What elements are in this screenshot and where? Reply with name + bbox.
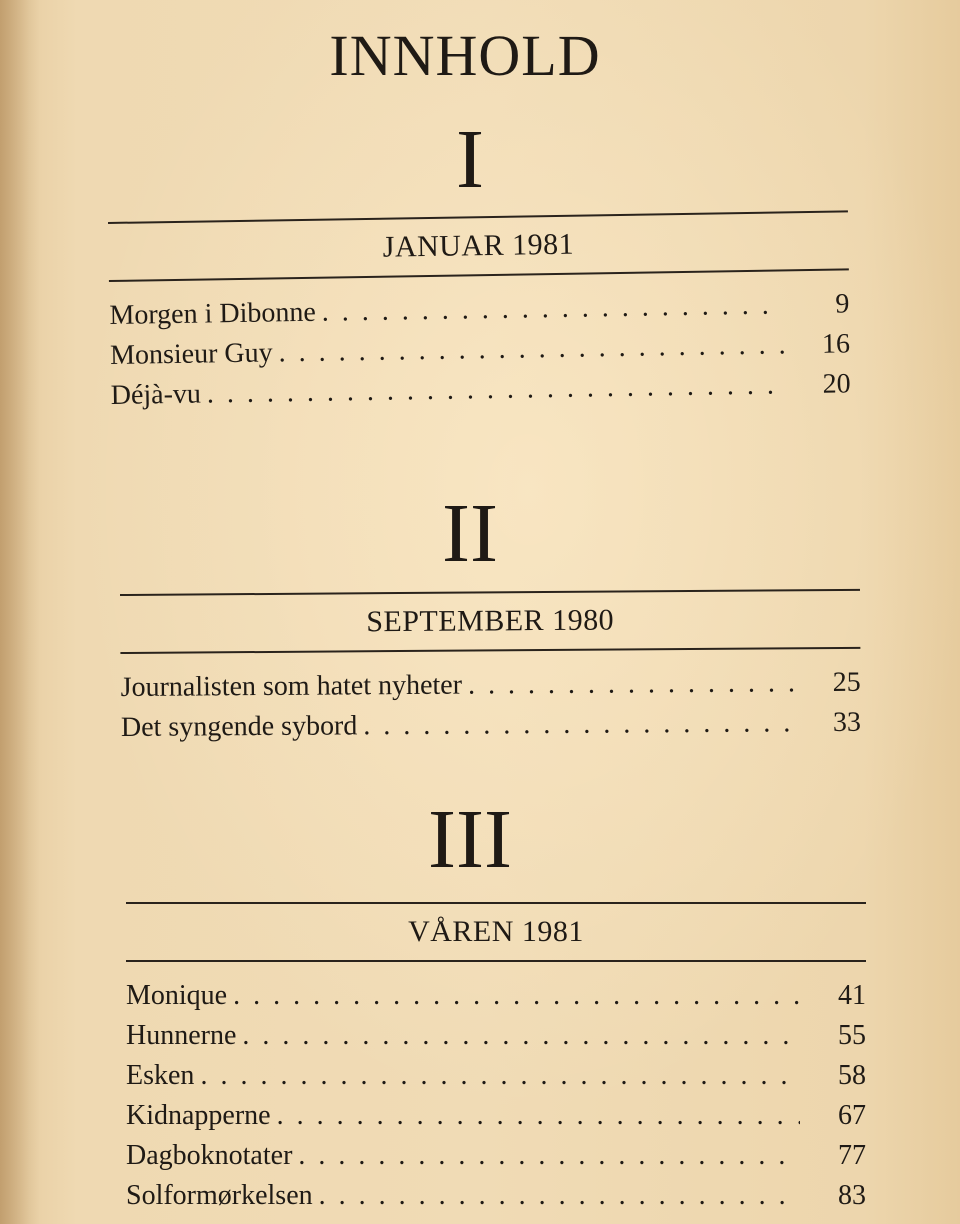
part-numeral-3: III (428, 793, 512, 886)
dot-leader (319, 1176, 800, 1216)
toc-entry-page: 25 (832, 666, 861, 699)
toc-list (109, 284, 851, 416)
dot-leader (363, 703, 795, 746)
toc-entry-title: Monsieur Guy (109, 337, 273, 371)
toc-entry-title: Monique (126, 980, 228, 1011)
dot-leader (233, 976, 800, 1016)
toc-entry-page: 67 (838, 1100, 866, 1131)
toc-entry (126, 976, 866, 1016)
part-numeral-2: II (442, 487, 498, 580)
toc-entry-page: 41 (838, 980, 866, 1011)
toc-entry-page: 16 (821, 328, 851, 360)
dot-leader (200, 1056, 800, 1096)
toc-entry (126, 1016, 866, 1056)
dot-leader (468, 663, 795, 705)
toc-entry-page: 58 (838, 1060, 866, 1091)
toc-entry-title: Hunnerne (126, 1020, 237, 1051)
toc-entry-title: Det syngende sybord (120, 710, 358, 743)
toc-entry (126, 1096, 866, 1136)
toc-entry-title: Kidnapperne (126, 1100, 271, 1131)
part-numeral-1: I (456, 113, 484, 206)
toc-entry (126, 1056, 866, 1096)
toc-entry-title: Esken (126, 1060, 195, 1091)
toc-entry (121, 663, 861, 708)
dot-leader (298, 1136, 800, 1176)
toc-entry-page: 77 (838, 1140, 866, 1171)
section-rule-bottom (126, 960, 866, 962)
section-part-1 (108, 210, 851, 416)
toc-entry-title: Journalisten som hatet nyheter (120, 669, 463, 703)
section-title: JANUAR 1981 (382, 227, 575, 264)
toc-entry-title: Déjà-vu (110, 378, 202, 411)
page-title: INNHOLD (329, 23, 601, 88)
toc-entry (126, 1136, 866, 1176)
section-part-2 (120, 589, 861, 748)
toc-entry-title: Dagboknotater (126, 1140, 293, 1171)
dot-leader (207, 365, 785, 414)
toc-entry (121, 703, 861, 748)
toc-entry-page: 9 (835, 288, 850, 320)
section-part-3 (126, 902, 866, 1216)
toc-entry-title: Morgen i Dibonne (109, 296, 317, 331)
toc-entry-title: Solformørkelsen (126, 1180, 313, 1211)
dot-leader (277, 1096, 800, 1136)
toc-entry-page: 55 (838, 1020, 866, 1051)
toc-list (126, 976, 866, 1216)
toc-entry-page: 20 (822, 368, 851, 400)
toc-entry (126, 1176, 866, 1216)
toc-list (121, 663, 862, 748)
section-title: SEPTEMBER 1980 (366, 603, 615, 639)
toc-entry-page: 83 (838, 1180, 866, 1211)
toc-entry-page: 33 (832, 706, 862, 739)
section-title: VÅREN 1981 (408, 915, 584, 948)
dot-leader (242, 1016, 800, 1056)
